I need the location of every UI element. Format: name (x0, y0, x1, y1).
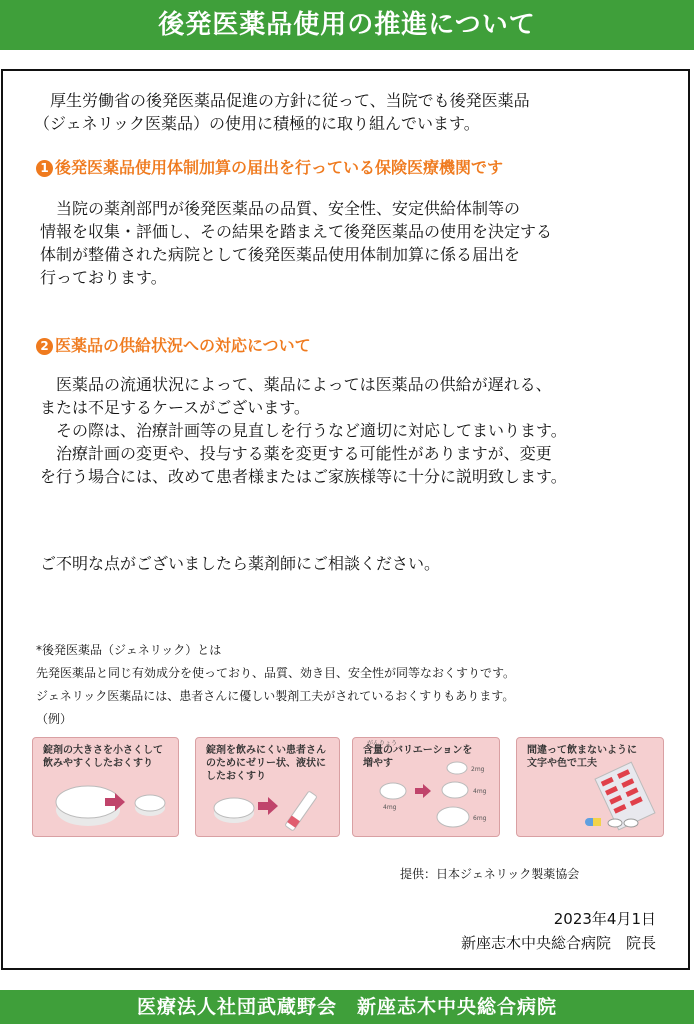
section2-line: 治療計画の変更や、投与する薬を変更する可能性がありますが、変更 (40, 444, 552, 463)
section2-line: その際は、治療計画等の見直しを行うなど適切に対応してまいります。 (40, 421, 567, 440)
contact-text: ご不明な点がございましたら薬剤師にご相談ください。 (40, 554, 441, 573)
number-badge-2: 2 (36, 338, 53, 355)
signature-text: 新座志木中央総合病院 院長 (460, 934, 656, 952)
svg-text:4mg: 4mg (383, 804, 397, 811)
section2-heading-text: 医薬品の供給状況への対応について (55, 336, 311, 355)
section1-line: 行っております。 (40, 268, 167, 287)
note-line: *後発医薬品（ジェネリック）とは (36, 643, 222, 657)
note-line: 先発医薬品と同じ有効成分を使っており、品質、効き目、安全性が同等なおくすりです。 (36, 666, 516, 680)
example-label: 錠剤の大きさを小さくして 飲みやすくしたおくすり (43, 745, 163, 769)
number-badge-1: 1 (36, 160, 53, 177)
section2-line: を行う場合には、改めて患者様またはご家族様等に十分に説明致します。 (40, 467, 567, 486)
note-line: （例） (36, 712, 73, 726)
page-title: 後発医薬品使用の推進について (0, 0, 694, 50)
example-label: 間違って飲まないように 文字や色で工夫 (527, 745, 637, 769)
example-panel-small-tablet (32, 737, 179, 837)
section2-line: 医薬品の流通状況によって、薬品によっては医薬品の供給が遅れる、 (40, 375, 552, 394)
date-text: 2023年4月1日 (553, 910, 656, 928)
image-credit: 提供：日本ジェネリック製薬協会 (400, 867, 580, 881)
section1-heading-text: 後発医薬品使用体制加算の届出を行っている保険医療機関です (55, 158, 504, 177)
svg-text:2mg: 2mg (471, 766, 485, 773)
svg-text:6mg: 6mg (473, 815, 487, 822)
example-panel-jelly (195, 737, 340, 837)
ruby-text: がんりょう (367, 740, 398, 747)
organization-banner: 医療法人社団武蔵野会 新座志木中央総合病院 (0, 990, 694, 1024)
section2-line: または不足するケースがございます。 (40, 398, 310, 417)
note-line: ジェネリック医薬品には、患者さんに優しい製剤工夫がされているおくすりもあります。 (36, 689, 515, 703)
section1-line: 当院の薬剤部門が後発医薬品の品質、安全性、安定供給体制等の (40, 199, 521, 218)
example-panel-marking (516, 737, 664, 837)
svg-text:4mg: 4mg (473, 788, 487, 795)
section1-heading (36, 155, 503, 178)
section1-line: 体制が整備された病院として後発医薬品使用体制加算に係る届出を (40, 245, 521, 264)
intro-line: 厚生労働省の後発医薬品促進の方針に従って、当院でも後発医薬品 (34, 91, 530, 110)
example-label: 錠剤を飲みにくい患者さん のためにゼリー状、液状に したおくすり (206, 745, 326, 782)
section2-heading (36, 333, 311, 356)
intro-line: （ジェネリック医薬品）の使用に積極的に取り組んでいます。 (34, 114, 480, 133)
example-panel-dosage (352, 737, 500, 837)
example-label: 含量のバリエーションを 増やす (363, 745, 473, 769)
section1-line: 情報を収集・評価し、その結果を踏まえて後発医薬品の使用を決定する (40, 222, 553, 241)
